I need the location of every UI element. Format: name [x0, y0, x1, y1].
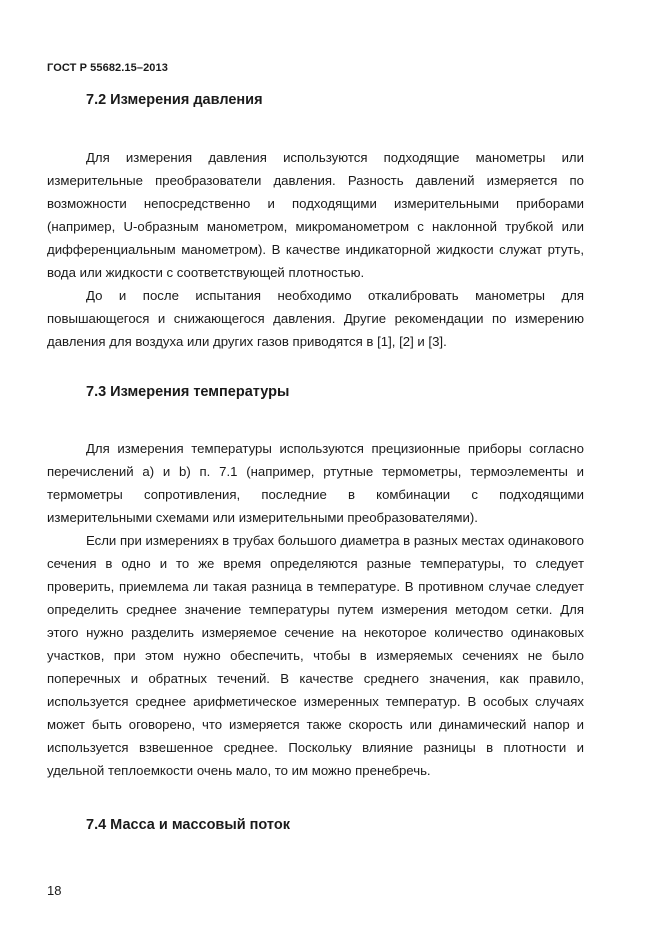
section-heading-7-3: 7.3 Измерения температуры	[86, 384, 290, 400]
section-body-7-2	[47, 146, 584, 353]
page-header: ГОСТ Р 55682.15–2013	[47, 62, 168, 74]
paragraph: Для измерения температуры используются прецизионные приборы согласно перечислений a) и b) п. 7.1 (например, ртутные термометры, термоэлементы и термометры сопротивления, последние в комбинации с подходящими измерительными схемами или измерительными преобразователями).	[47, 441, 584, 525]
paragraph: Для измерения давления используются подходящие манометры или измерительные преобразователи давления. Разность давлений измеряется по возможности непосредственно и подходящими измерительными приборами (например, U-образным манометром, микроманометром с наклонной трубкой или дифференциальным манометром). В качестве индикаторной жидкости служат ртуть, вода или жидкости с соответствующей плотностью.	[47, 150, 584, 280]
paragraph: Если при измерениях в трубах большого диаметра в разных местах одинакового сечения в одно и то же время определяются разные температуры, то следует проверить, приемлема ли такая разница в температуре. В противном случае следует определить среднее значение температуры путем измерения методом сетки. Для этого нужно разделить измеряемое сечение на некоторое количество одинаковых участков, при этом нужно обеспечить, чтобы в измеряемых сечениях не было поперечных и обратных течений. В качестве среднего значения, как правило, используется среднее арифметическое измеренных температур. В особых случаях может быть оговорено, что измеряется также скорость или динамический напор и используется взвешенное среднее. Поскольку влияние разницы в плотности и удельной теплоемкости очень мало, то им можно пренебречь.	[47, 533, 584, 778]
section-body-7-3	[47, 437, 584, 782]
section-heading-7-2: 7.2 Измерения давления	[86, 92, 263, 108]
section-heading-7-4: 7.4 Масса и массовый поток	[86, 817, 290, 833]
page-number: 18	[47, 883, 62, 898]
paragraph: До и после испытания необходимо откалибровать манометры для повышающегося и снижающегося давления. Другие рекомендации по измерению давления для воздуха или других газов приводятся в [1], [2] и [3].	[47, 288, 584, 349]
